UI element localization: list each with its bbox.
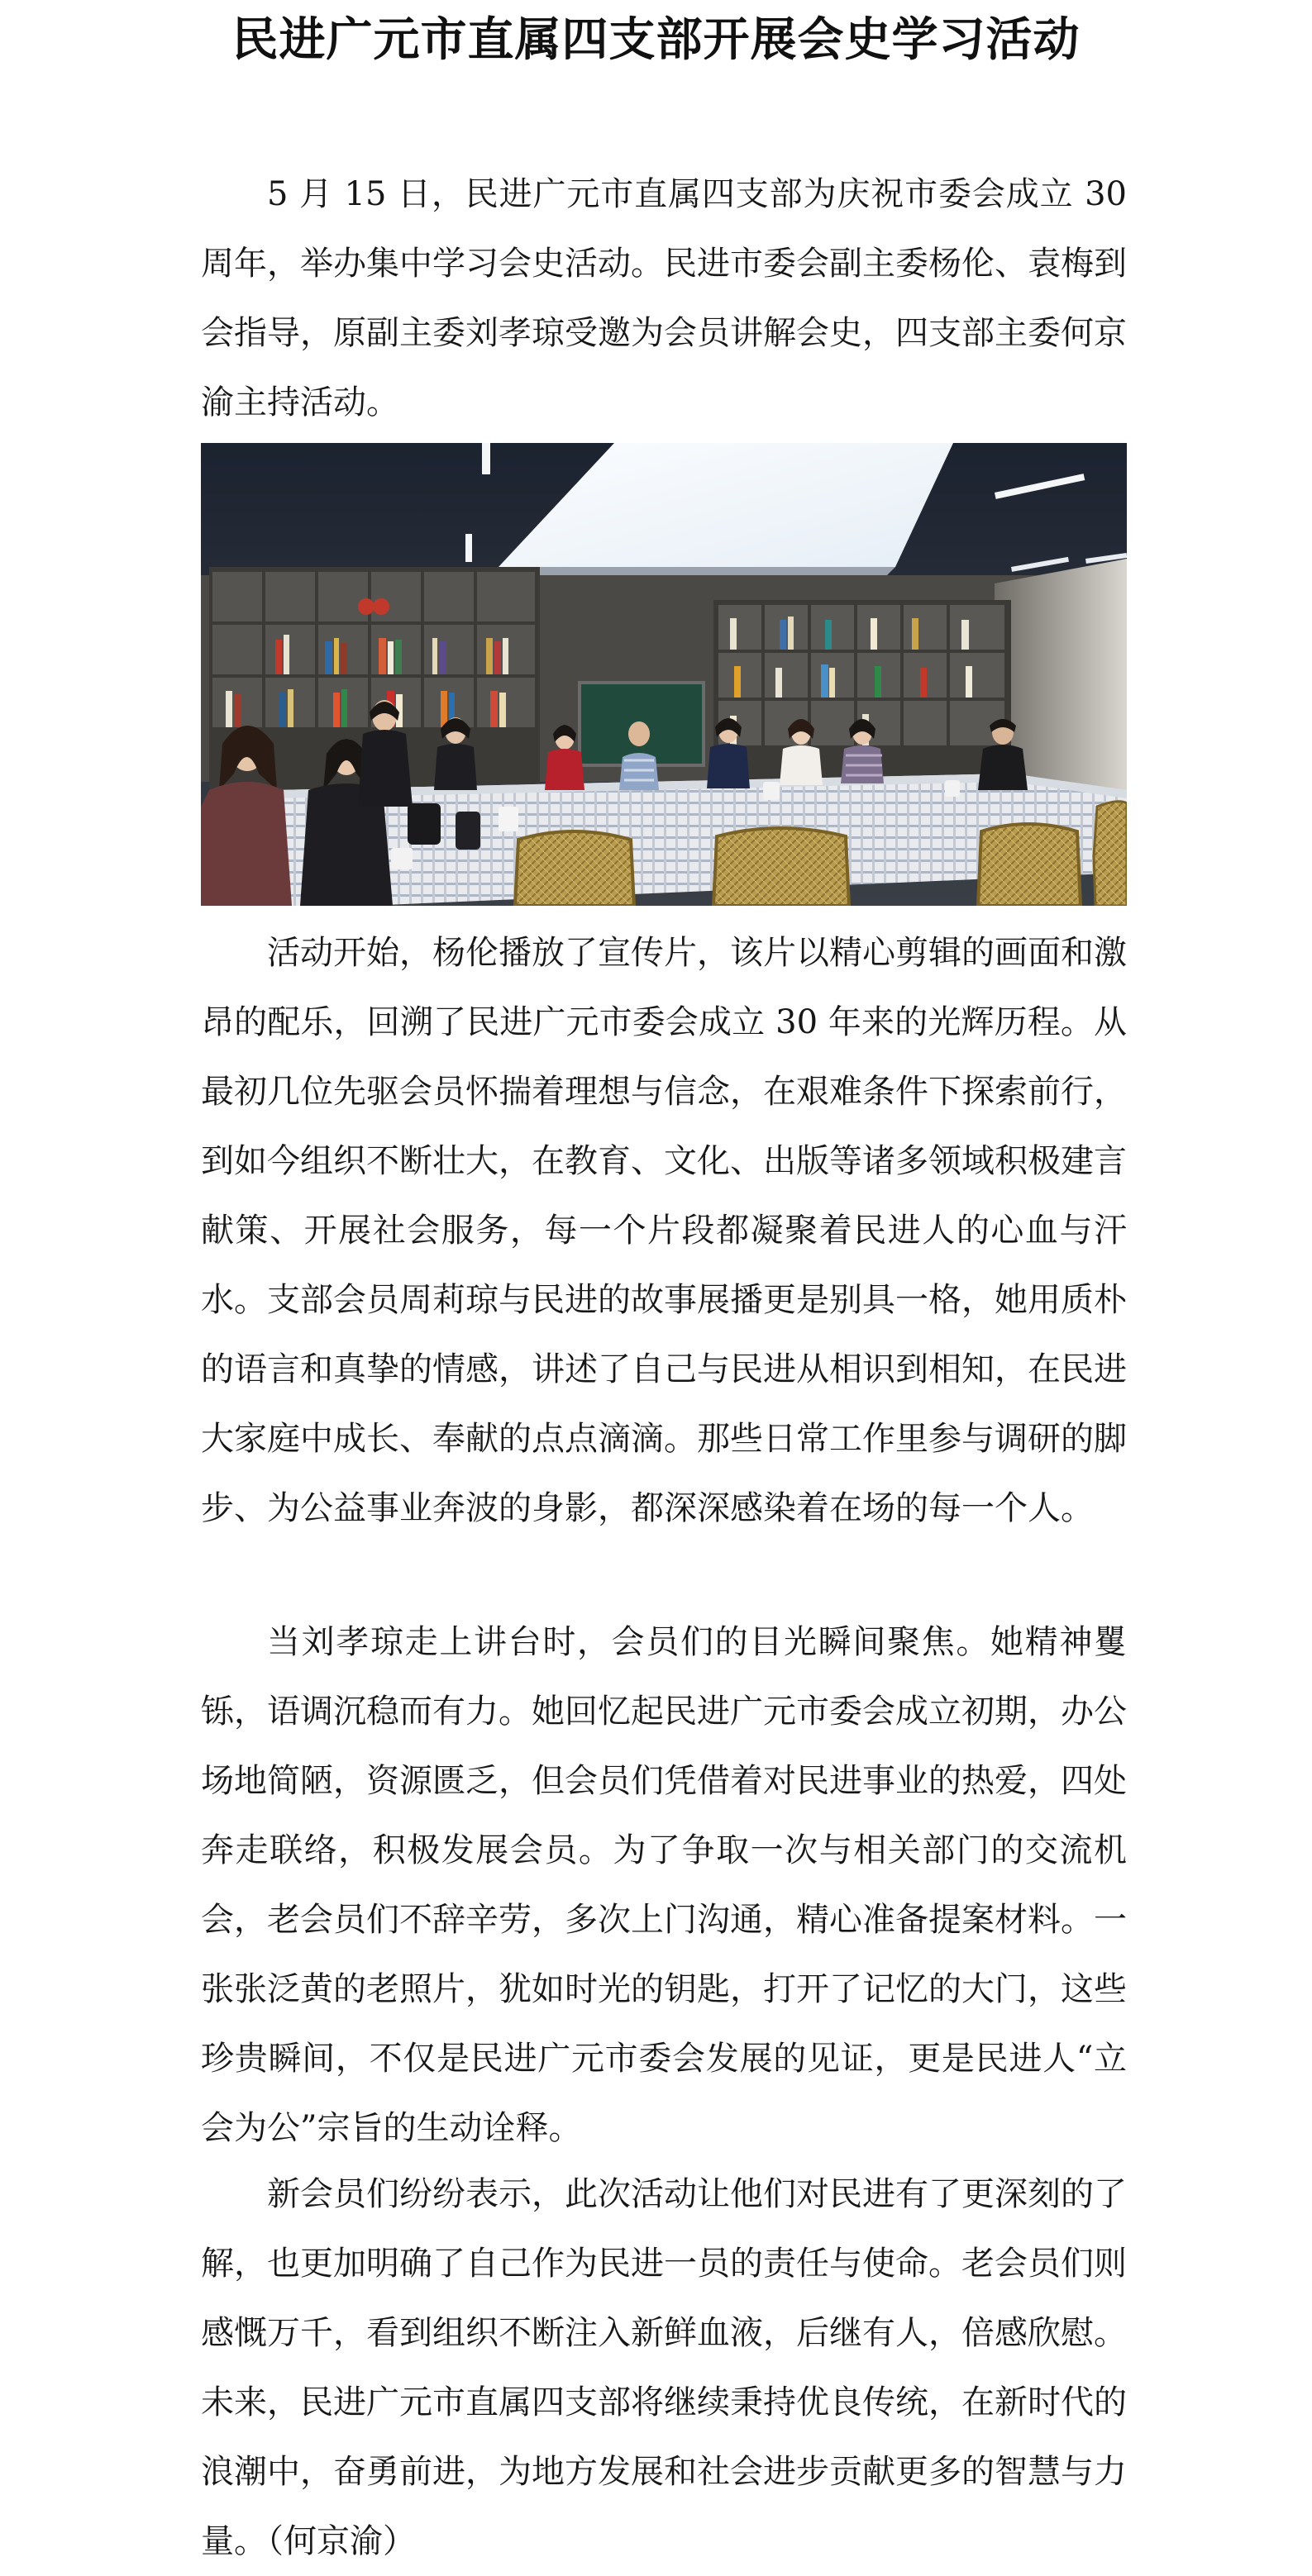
event-photo xyxy=(201,443,1127,906)
paragraph-history-lecture: 当刘孝琼走上讲台时，会员们的目光瞬间聚焦。她精神矍铄，语调沉稳而有力。她回忆起民进广元市委会成立初期，办公场地简陋，资源匮乏，但会员们凭借着对民进事业的热爱，四处奔走联络，积极发展会员。为了争取一次与相关部门的交流机会，老会员们不辞辛劳，多次上门沟通，精心准备提案材料。一张张泛黄的老照片，犹如时光的钥匙，打开了记忆的大门，这些珍贵瞬间，不仅是民进广元市委会发展的见证，更是民进人“立会为公”宗旨的生动诠释。 xyxy=(201,1623,1127,2147)
paragraph-reflections: 新会员们纷纷表示，此次活动让他们对民进有了更深刻的了解，也更加明确了自己作为民进一员的责任与使命。老会员们则感慨万千，看到组织不断注入新鲜血液，后继有人，倍感欣慰。未来，民进广元市直属四支部将继续秉持优良传统，在新时代的浪潮中，奋勇前进，为地方发展和社会进步贡献更多的智慧与力量。（何京渝） xyxy=(201,2175,1127,2560)
paragraph-promo-video: 活动开始，杨伦播放了宣传片，该片以精心剪辑的画面和激昂的配乐，回溯了民进广元市委会成立 30 年来的光辉历程。从最初几位先驱会员怀揣着理想与信念，在艰难条件下探索前行，到如今组织不断壮大，在教育、文化、出版等诸多领域积极建言献策、开展社会服务，每一个片段都凝聚着民进人的心血与汗水。支部会员周莉琼与民进的故事展播更是别具一格，她用质朴的语言和真挚的情感，讲述了自己与民进从相识到相知，在民进大家庭中成长、奉献的点点滴滴。那些日常工作里参与调研的脚步、为公益事业奔波的身影，都深深感染着在场的每一个人。 xyxy=(201,934,1127,1527)
article-title: 民进广元市直属四支部开展会史学习活动 xyxy=(231,12,1081,67)
paragraph-intro: 5 月 15 日，民进广元市直属四支部为庆祝市委会成立 30 周年，举办集中学习会史活动。民进市委会副主委杨伦、袁梅到会指导，原副主委刘孝琼受邀为会员讲解会史，四支部主委何京渝主持活动。 xyxy=(201,175,1127,421)
